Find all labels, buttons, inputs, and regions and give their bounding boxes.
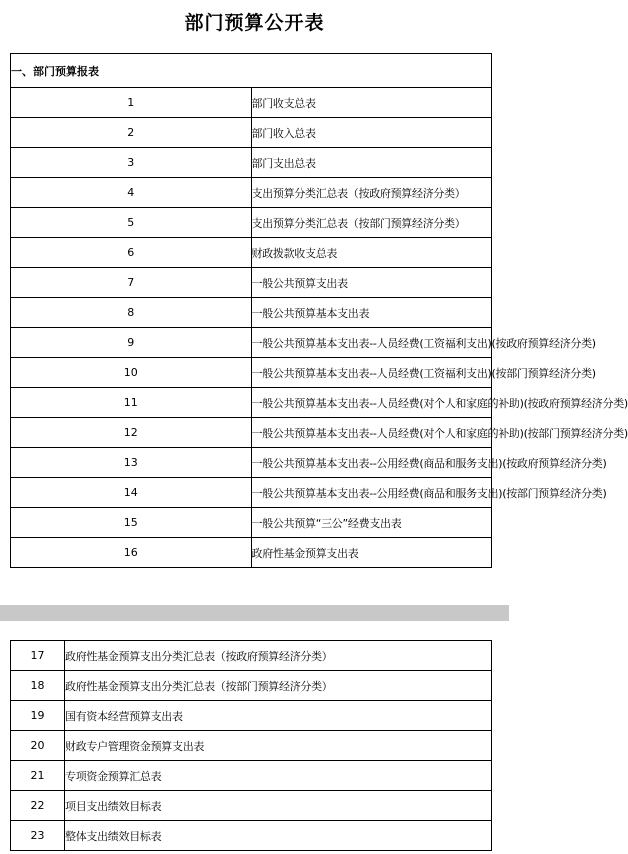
row-number: 4 bbox=[11, 178, 252, 208]
row-number: 10 bbox=[11, 358, 252, 388]
row-number: 20 bbox=[11, 731, 65, 761]
row-label: 一般公共预算基本支出表--人员经费(对个人和家庭的补助)(按部门预算经济分类) bbox=[251, 418, 492, 448]
row-number: 1 bbox=[11, 88, 252, 118]
row-label: 专项资金预算汇总表 bbox=[65, 761, 492, 791]
table-row bbox=[11, 761, 492, 791]
table-row bbox=[11, 388, 492, 418]
page-title: 部门预算公开表 bbox=[184, 12, 325, 34]
table-row bbox=[11, 418, 492, 448]
row-label: 部门收支总表 bbox=[251, 88, 492, 118]
table-row bbox=[11, 328, 492, 358]
table-row bbox=[11, 178, 492, 208]
table-row bbox=[11, 671, 492, 701]
table-row bbox=[11, 88, 492, 118]
row-number: 7 bbox=[11, 268, 252, 298]
table-row bbox=[11, 478, 492, 508]
budget-table-part2 bbox=[10, 640, 492, 851]
row-label: 项目支出绩效目标表 bbox=[65, 791, 492, 821]
table-row bbox=[11, 208, 492, 238]
table-row bbox=[11, 118, 492, 148]
row-number: 21 bbox=[11, 761, 65, 791]
table-row bbox=[11, 358, 492, 388]
table-row bbox=[11, 238, 492, 268]
row-label: 政府性基金预算支出分类汇总表（按部门预算经济分类） bbox=[65, 671, 492, 701]
row-label: 部门支出总表 bbox=[251, 148, 492, 178]
row-number: 13 bbox=[11, 448, 252, 478]
table-row bbox=[11, 538, 492, 568]
row-number: 22 bbox=[11, 791, 65, 821]
row-number: 17 bbox=[11, 641, 65, 671]
row-number: 2 bbox=[11, 118, 252, 148]
table-row bbox=[11, 298, 492, 328]
table-row bbox=[11, 731, 492, 761]
row-label: 支出预算分类汇总表（按部门预算经济分类） bbox=[251, 208, 492, 238]
row-label: 整体支出绩效目标表 bbox=[65, 821, 492, 851]
row-number: 8 bbox=[11, 298, 252, 328]
row-number: 3 bbox=[11, 148, 252, 178]
row-label: 部门收入总表 bbox=[251, 118, 492, 148]
table-row bbox=[11, 508, 492, 538]
table-row bbox=[11, 821, 492, 851]
row-label: 政府性基金预算支出表 bbox=[251, 538, 492, 568]
row-label: 一般公共预算基本支出表--公用经费(商品和服务支出)(按政府预算经济分类) bbox=[251, 448, 492, 478]
row-label: 政府性基金预算支出分类汇总表（按政府预算经济分类） bbox=[65, 641, 492, 671]
table-row bbox=[11, 148, 492, 178]
row-label: 一般公共预算支出表 bbox=[251, 268, 492, 298]
row-label: 一般公共预算“三公”经费支出表 bbox=[251, 508, 492, 538]
row-number: 6 bbox=[11, 238, 252, 268]
row-label: 支出预算分类汇总表（按政府预算经济分类） bbox=[251, 178, 492, 208]
table-row bbox=[11, 268, 492, 298]
row-number: 18 bbox=[11, 671, 65, 701]
row-number: 5 bbox=[11, 208, 252, 238]
row-label: 一般公共预算基本支出表--公用经费(商品和服务支出)(按部门预算经济分类) bbox=[251, 478, 492, 508]
sheet-divider bbox=[0, 605, 509, 621]
row-label: 财政专户管理资金预算支出表 bbox=[65, 731, 492, 761]
table-row bbox=[11, 448, 492, 478]
table-row bbox=[11, 641, 492, 671]
row-label: 一般公共预算基本支出表 bbox=[251, 298, 492, 328]
section-heading: 一、部门预算报表 bbox=[11, 54, 492, 88]
row-number: 9 bbox=[11, 328, 252, 358]
row-number: 14 bbox=[11, 478, 252, 508]
budget-table-part1 bbox=[10, 53, 628, 568]
row-number: 23 bbox=[11, 821, 65, 851]
row-number: 19 bbox=[11, 701, 65, 731]
row-label: 国有资本经营预算支出表 bbox=[65, 701, 492, 731]
row-label: 一般公共预算基本支出表--人员经费(工资福利支出)(按部门预算经济分类) bbox=[251, 358, 492, 388]
row-label: 财政拨款收支总表 bbox=[251, 238, 492, 268]
row-number: 11 bbox=[11, 388, 252, 418]
table-row bbox=[11, 791, 492, 821]
row-number: 16 bbox=[11, 538, 252, 568]
row-label: 一般公共预算基本支出表--人员经费(对个人和家庭的补助)(按政府预算经济分类) bbox=[251, 388, 492, 418]
section-heading-row bbox=[11, 54, 492, 88]
table-row bbox=[11, 701, 492, 731]
row-label: 一般公共预算基本支出表--人员经费(工资福利支出)(按政府预算经济分类) bbox=[251, 328, 492, 358]
row-number: 12 bbox=[11, 418, 252, 448]
row-number: 15 bbox=[11, 508, 252, 538]
